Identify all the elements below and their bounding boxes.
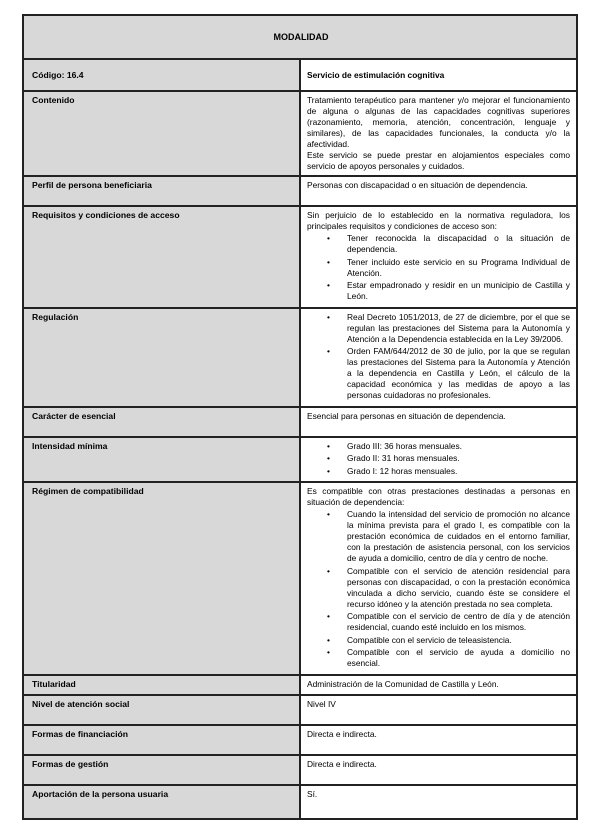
table-row-essential	[23, 407, 577, 437]
list-item: • Grado I: 12 horas mensuales.	[307, 466, 570, 477]
regulation-cell	[300, 308, 577, 407]
list-item: • Orden FAM/644/2012 de 30 de julio, por la que se regulan las prestaciones del Sistema para la Autonomía y Atención a la dependencia en Castilla y León, el cálculo de la capacidad económica y las medidas de apoyo a las personas cuidadoras no profesionales.	[307, 346, 570, 401]
row-label-ownership: Titularidad	[23, 675, 300, 695]
modality-sheet	[22, 14, 578, 820]
content-cell	[300, 91, 577, 176]
row-label-requirements: Requisitos y condiciones de acceso	[23, 206, 300, 308]
table-row-profile	[23, 176, 577, 206]
table-row-financing	[23, 725, 577, 755]
row-label-compatibility: Régimen de compatibilidad	[23, 482, 300, 675]
intensity-cell	[300, 437, 577, 483]
row-label-user-contribution: Aportación de la persona usuaria	[23, 785, 300, 819]
financing-value: Directa e indirecta.	[300, 725, 577, 755]
list-item: • Compatible con el servicio de centro de día y de atención residencial, cuando esté incluido en los mismos.	[307, 611, 570, 633]
list-item: • Compatible con el servicio de atención residencial para personas con discapacidad, o con la prestación económica vinculada a dicho servicio, cuando éste se considere el recurso idóneo y la atención prestada no sea completa.	[307, 566, 570, 610]
table-row-care-level	[23, 695, 577, 725]
compatibility-list	[307, 509, 570, 669]
row-label-content: Contenido	[23, 91, 300, 176]
list-item: • Compatible con el servicio de teleasistencia.	[307, 635, 570, 646]
row-label-essential: Carácter de esencial	[23, 407, 300, 437]
row-label-care-level: Nivel de atención social	[23, 695, 300, 725]
table-row-requirements	[23, 206, 577, 308]
row-label-management: Formas de gestión	[23, 755, 300, 785]
list-item: • Tener reconocida la discapacidad o la situación de dependencia.	[307, 233, 570, 255]
care-level-value: Nivel IV	[300, 695, 577, 725]
requirements-intro: Sin perjuicio de lo establecido en la normativa reguladora, los principales requisitos y condiciones de acceso son:	[307, 210, 570, 231]
table-row-ownership	[23, 675, 577, 695]
essential-value: Esencial para personas en situación de dependencia.	[300, 407, 577, 437]
ownership-value: Administración de la Comunidad de Castilla y León.	[300, 675, 577, 695]
list-item: • Tener incluido este servicio en su Programa Individual de Atención.	[307, 257, 570, 279]
user-contribution-value: Sí.	[300, 785, 577, 819]
requirements-cell	[300, 206, 577, 308]
row-label-financing: Formas de financiación	[23, 725, 300, 755]
compatibility-cell	[300, 482, 577, 675]
table-row-management	[23, 755, 577, 785]
list-item: • Compatible con el servicio de ayuda a domicilio no esencial.	[307, 647, 570, 669]
table-header-row	[23, 15, 577, 59]
intensity-list	[307, 441, 570, 477]
table-row-regulation	[23, 308, 577, 407]
row-label-regulation: Regulación	[23, 308, 300, 407]
modality-table	[22, 14, 578, 820]
table-row-intensity	[23, 437, 577, 483]
row-label-profile: Perfil de persona beneficiaria	[23, 176, 300, 206]
content-paragraph-1: Tratamiento terapéutico para mantener y/o mejorar el funcionamiento de alguna o algunas de las capacidades cognitivas superiores (razonamiento, memoria, atención, concentración, lenguaje y similares), de las capacidades funcionales, la conducta y/o la afectividad.	[307, 95, 570, 149]
compatibility-intro: Es compatible con otras prestaciones destinadas a personas en situación de dependencia:	[307, 486, 570, 507]
list-item: • Grado III: 36 horas mensuales.	[307, 441, 570, 452]
table-title: MODALIDAD	[23, 15, 577, 59]
regulation-list	[307, 312, 570, 402]
list-item: • Real Decreto 1051/2013, de 27 de diciembre, por el que se regulan las prestaciones del Sistema para la Autonomía y Atención a la Dependencia establecida en la Ley 39/2006.	[307, 312, 570, 345]
profile-value: Personas con discapacidad o en situación de dependencia.	[300, 176, 577, 206]
table-row-compatibility	[23, 482, 577, 675]
row-label-code: Código: 16.4	[23, 59, 300, 91]
table-row-content	[23, 91, 577, 176]
list-item: • Grado II: 31 horas mensuales.	[307, 453, 570, 464]
table-row-user-contribution	[23, 785, 577, 819]
requirements-list	[307, 233, 570, 302]
row-label-intensity: Intensidad mínima	[23, 437, 300, 483]
service-name: Servicio de estimulación cognitiva	[300, 59, 577, 91]
table-row-code	[23, 59, 577, 91]
list-item: • Cuando la intensidad del servicio de promoción no alcance la mínima prevista para el grado I, es compatible con la prestación económica de cuidados en el entorno familiar, con la prestación de asistencia personal, con los servicios de ayuda a domicilio, centro de día y centro de noche.	[307, 509, 570, 564]
management-value: Directa e indirecta.	[300, 755, 577, 785]
content-paragraph-2: Este servicio se puede prestar en alojamientos especiales como servicio de apoyos personales y cuidados.	[307, 150, 570, 171]
list-item: • Estar empadronado y residir en un municipio de Castilla y León.	[307, 280, 570, 302]
